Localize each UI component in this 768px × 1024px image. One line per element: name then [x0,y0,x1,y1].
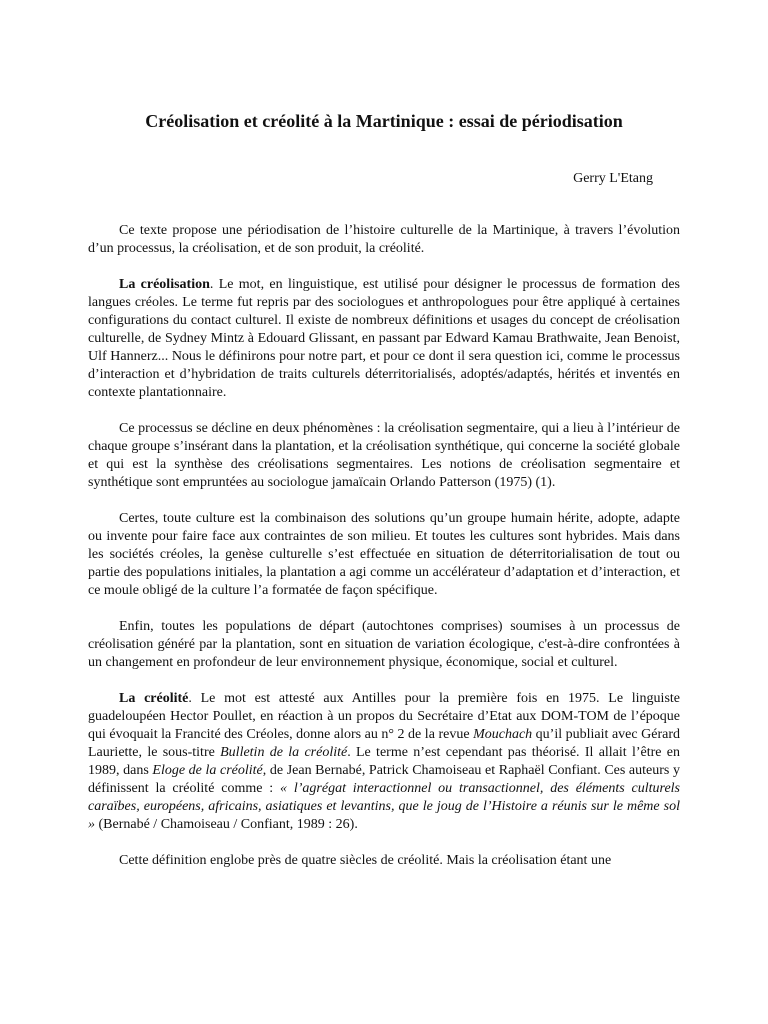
document-body [88,222,680,870]
paragraph-text: . Le mot est attesté aux Antilles pour la première fois en 1975. Le linguiste guadeloupéen Hector Poullet, en réaction à un propos du Secrétaire d’Etat aux DOM-TOM de l’époque qui évoquait la Francité des Créoles, donne alors au n° 2 de la revue [88,691,680,742]
paragraph-enfin [88,618,680,672]
italic-title-mouchach: Mouchach [473,727,533,742]
document-title: Créolisation et créolité à la Martinique : essai de périodisation [145,111,623,131]
paragraph-text: . Le mot, en linguistique, est utilisé pour désigner le processus de formation des langues créoles. Le terme fut repris par des sociologues et anthropologues pour être appliqué à certaines configurations du contact culturel. Il existe de nombreux définitions et usages du concept de créolisation culturelle, de Sydney Mintz à Edouard Glissant, en passant par Edward Kamau Brathwaite, Jean Benoist, Ulf Hannerz... Nous le définirons pour notre part, et pour ce dont il sera question ici, comme le processus d’interaction et d’hybridation de traits culturels déterritorialisés, adoptés/adaptés, hérités et inventés en contexte plantationnaire. [88,277,680,400]
paragraph-text: Cette définition englobe près de quatre siècles de créolité. Mais la créolisation étant une [119,853,612,868]
paragraph-phenomenes [88,420,680,492]
author-name: Gerry L'Etang [573,171,653,186]
italic-title-bulletin: Bulletin de la créolité [220,745,348,760]
section-lead-creolite: La créolité [119,691,189,706]
paragraph-text: (Bernabé / Chamoiseau / Confiant, 1989 : 26). [95,817,358,832]
paragraph-intro [88,222,680,258]
paragraph-text: , de Jean Bernabé, Patrick Chamoiseau et Raphaël Confiant. Ces auteurs y définissent la créolité comme : [88,763,680,796]
paragraph-text: Certes, toute culture est la combinaison des solutions qu’un groupe humain hérite, adopte, adapte ou invente pour faire face aux contraintes de son milieu. Et toutes les cultures sont hybrides. Mais dans les sociétés créoles, la genèse culturelle s’est effectuée en situation de déterritorialisation de tout ou partie des populations initiales, la plantation a agi comme un accélérateur d’adaptation et d’interaction, et ce moule obligé de la culture l’a formatée de façon spécifique. [88,511,680,598]
paragraph-text: . Le terme n’est cependant pas théorisé. Il allait l’être en 1989, dans [88,745,681,778]
italic-title-eloge: Eloge de la créolité [152,763,263,778]
paragraph-text: Enfin, toutes les populations de départ (autochtones comprises) soumises à un processus de créolisation généré par la plantation, sont en situation de variation écologique, c'est-à-dire confrontées à un changement en profondeur de leur environnement physique, économique, social et culturel. [88,619,680,670]
italic-quote-definition: « l’agrégat interactionnel ou transactionnel, des éléments culturels caraïbes, européens, africains, asiatiques et levantins, que le joug de l’Histoire a réunis sur le même sol » [88,781,681,832]
paragraph-text: Ce processus se décline en deux phénomènes : la créolisation segmentaire, qui a lieu à l’intérieur de chaque groupe s’insérant dans la plantation, et la créolisation synthétique, qui concerne la société globale et qui est la synthèse des créolisations segmentaires. Les notions de créolisation segmentaire et synthétique sont empruntées au sociologue jamaïcain Orlando Patterson (1975) (1). [88,421,680,490]
paragraph-text: qu’il publiait avec Gérard Lauriette, le sous-titre [88,727,680,760]
paragraph-certes [88,510,680,600]
paragraph-text: Ce texte propose une périodisation de l’histoire culturelle de la Martinique, à travers l’évolution d’un processus, la créolisation, et de son produit, la créolité. [88,223,680,256]
section-lead-creolisation: La créolisation [119,277,210,292]
paragraph-creolisation [88,276,680,402]
paragraph-creolite [88,690,680,834]
paragraph-definition [88,852,680,870]
